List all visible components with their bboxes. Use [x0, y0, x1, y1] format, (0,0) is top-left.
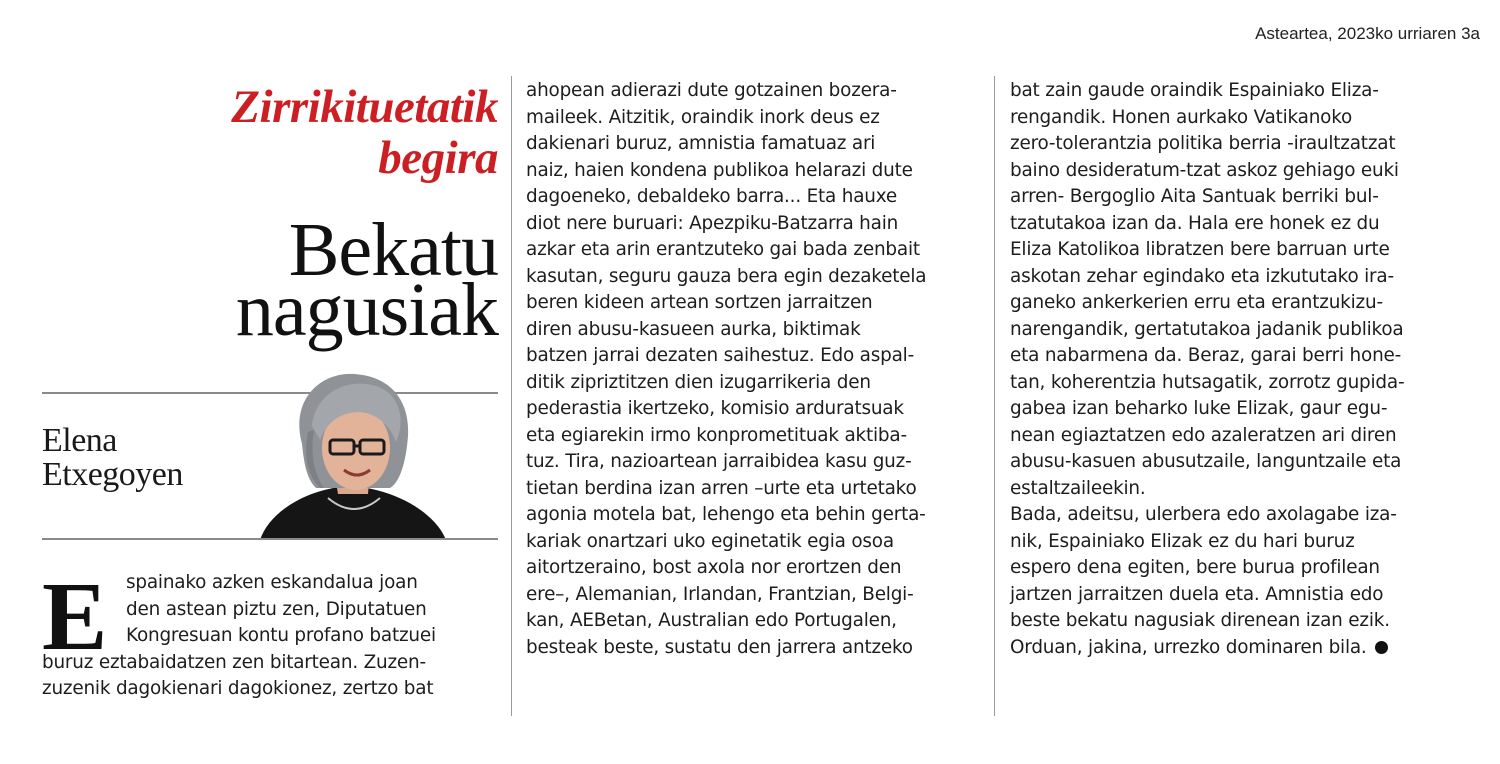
text-line: baino desideratum-tzat askoz gehiago euki [1010, 159, 1399, 181]
text-line: gabea izan beharko luke Elizak, gaur egu- [1010, 398, 1388, 419]
text-line: kariak onartzari uko eginetatik egia osoa [526, 530, 894, 552]
text-line: beren kideen artean sortzen jarraitzen [526, 292, 873, 313]
author-last-name: Etxegoyen [42, 456, 183, 493]
text-line: azkar eta arin erantzuteko gai bada zenbait [526, 239, 920, 260]
text-line: maileek. Aitzitik, oraindik inork deus ez [526, 106, 880, 128]
column-separator [994, 76, 995, 716]
headline-line: Bekatu [288, 208, 498, 292]
text-line: dagoeneko, debaldeko barra... Eta hauxe [526, 186, 897, 207]
text-line: dakienari buruz, amnistia famatuaz ari [526, 133, 876, 154]
text-line: espero dena egiten, bere burua profilean [1010, 557, 1380, 578]
text-line: kasutan, seguru gauza bera egin dezaketela [526, 265, 927, 287]
section-title-line: Zirrikituetatik [231, 81, 498, 133]
text-line: diot nere buruari: Apezpiku-Batzarra hain [526, 212, 899, 234]
text-line: pederastia ikertzeko, komisio arduratsuak [526, 398, 904, 419]
text-line: askotan zehar egindako eta izkututako ira- [1010, 265, 1394, 287]
text-line: Eliza Katolikoa libratzen bere barruan urte [1010, 239, 1390, 260]
article-headline [235, 208, 498, 352]
text-line: rengandik. Honen aurkako Vatikanoko [1010, 106, 1353, 128]
end-of-article-bullet [1375, 641, 1388, 654]
article-column-3 [1010, 78, 1470, 661]
divider-rule [42, 538, 498, 540]
text-line-content: Orduan, jakina, urrezko dominaren bila. [1010, 636, 1367, 658]
text-line: agonia motela bat, lehengo eta behin gerta- [526, 504, 926, 525]
text-line: zuzenik dagokienari dagokionez, zertzo bat [42, 678, 434, 699]
text-line: naiz, haien kondena publikoa helarazi dute [526, 159, 913, 181]
text-line: nik, Espainiako Elizak ez du hari buruz [1010, 530, 1355, 552]
text-line: eta egiarekin irmo konprometituak aktiba- [526, 424, 907, 446]
text-line: tzatutakoa izan da. Hala ere honek ez du [1010, 212, 1380, 234]
text-line: spainako azken eskandalua joan [126, 572, 418, 593]
text-line: abusu-kasuen abusutzaile, languntzaile eta [1010, 451, 1402, 472]
text-line: Bada, adeitsu, ulerbera edo axolagabe iza- [1010, 504, 1397, 525]
section-title [231, 82, 498, 184]
text-line: besteak beste, sustatu den jarrera antzeko [526, 636, 913, 658]
left-column [42, 78, 498, 718]
text-line: den astean piztu zen, Diputatuen [126, 598, 427, 620]
text-line: tan, koherentzia hutsagatik, zorrotz gupida- [1010, 371, 1405, 393]
text-line [1010, 635, 1470, 662]
text-line: narengandik, gertatutakoa jadanik publikoa [1010, 318, 1404, 340]
column-separator [511, 76, 512, 716]
text-line: beste bekatu nagusiak direnean izan ezik. [1010, 610, 1390, 631]
text-line: buruz eztabaidatzen zen bitartean. Zuzen- [42, 651, 426, 673]
text-line: Kongresuan kontu profano batzuei [126, 625, 436, 646]
text-line: bat zain gaude oraindik Espainiako Eliza- [1010, 80, 1379, 101]
text-line: ere–, Alemanian, Irlandan, Frantzian, Belgi- [526, 583, 914, 605]
text-line: jartzen jarraitzen duela eta. Amnistia edo [1010, 583, 1384, 605]
article-lead [42, 563, 498, 703]
author-first-name: Elena [42, 422, 117, 459]
text-line: ganeko ankerkerien erru eta erantzukizu- [1010, 292, 1383, 313]
text-line: tietan berdina izan arren –urte eta urtetako [526, 477, 917, 499]
headline-line: nagusiak [235, 268, 498, 352]
text-line: batzen jarrai dezaten saihestuz. Edo aspal- [526, 345, 915, 366]
text-line: diren abusu-kasueen aurka, biktimak [526, 318, 861, 340]
text-line: ditik zipriztitzen dien izugarrikeria den [526, 371, 871, 393]
text-line: tuz. Tira, nazioartean jarraibidea kasu guz- [526, 451, 912, 472]
article-column-2 [526, 78, 972, 661]
text-line: kan, AEBetan, Australian edo Portugalen, [526, 610, 897, 631]
text-line: nean egiaztatzen edo azaleratzen ari diren [1010, 424, 1397, 446]
text-line: estaltzaileekin. [1010, 477, 1146, 499]
author-portrait [250, 370, 454, 540]
section-title-line: begira [378, 132, 498, 184]
text-line: zero-tolerantzia politika berria -iraultzatzat [1010, 133, 1396, 154]
drop-cap: E [42, 563, 108, 671]
text-line: aitortzeraino, bost axola nor erortzen den [526, 557, 902, 578]
text-line: arren- Bergoglio Aita Santuak berriki bul- [1010, 186, 1379, 207]
publication-date: Asteartea, 2023ko urriaren 3a [1255, 24, 1480, 43]
text-line: ahopean adierazi dute gotzainen bozera- [526, 80, 897, 101]
author-name [42, 424, 183, 492]
text-line: eta nabarmena da. Beraz, garai berri hone- [1010, 345, 1402, 366]
